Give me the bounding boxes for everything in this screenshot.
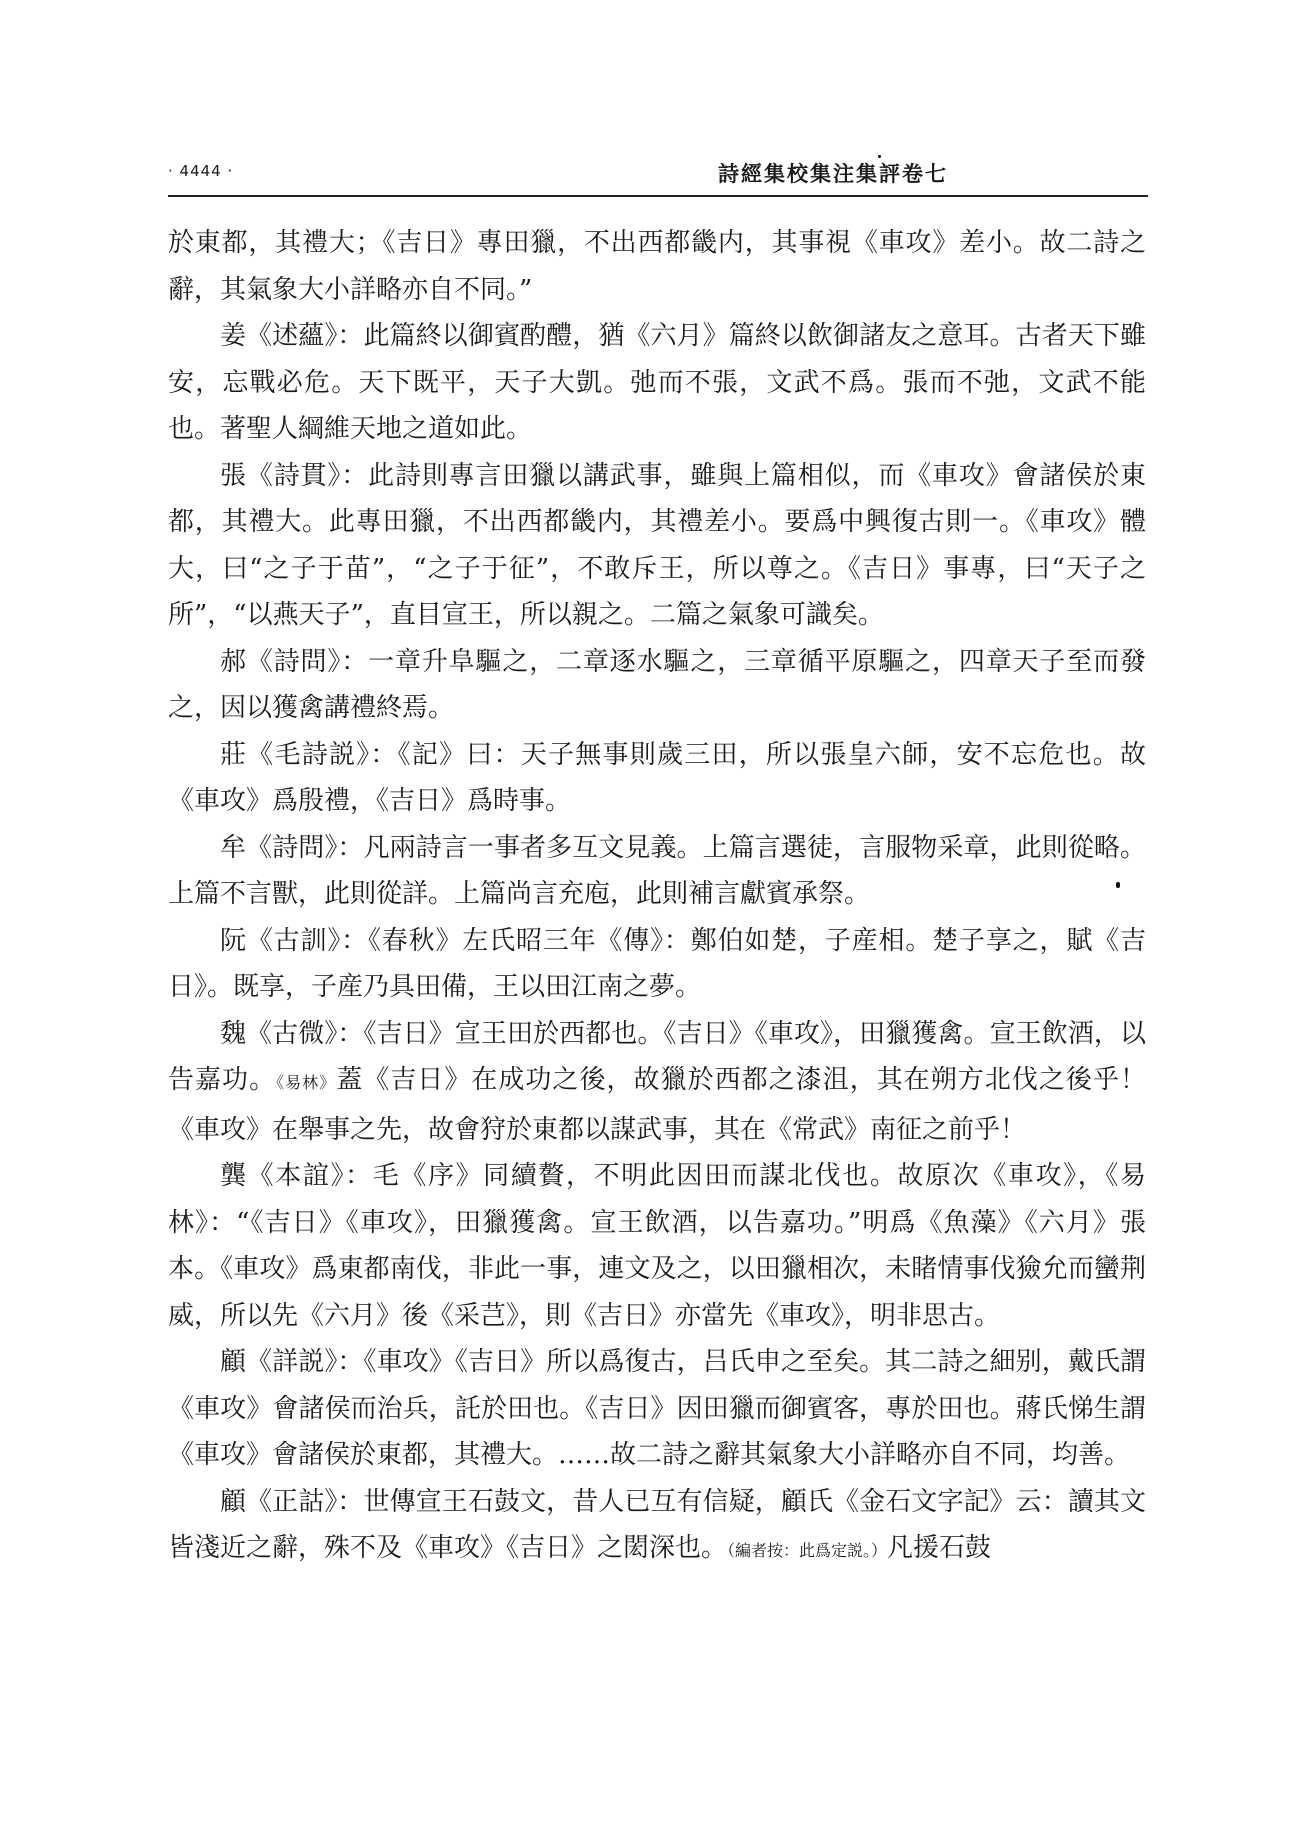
scan-speck bbox=[1116, 882, 1120, 888]
running-title: 詩經集校集注集評卷七 bbox=[718, 161, 948, 186]
scan-speck bbox=[878, 155, 881, 158]
paragraph: 郝《詩問》：一章升阜驅之，二章逐水驅之，三章循平原驅之，四章天子至而發之，因以獲禽講禮終焉。 bbox=[168, 646, 1146, 723]
paragraph: 顧《詳説》：《車攻》《吉日》所以爲復古，吕氏申之至矣。其二詩之細别，戴氏謂《車攻》會諸侯而治兵，託於田也。《吉日》因田獵而御賓客，專於田也。蔣氏悌生謂《車攻》會諸侯於東都，其禮大。……故二詩之辭其氣象大小詳略亦自不同，均善。 bbox=[168, 1347, 1146, 1470]
paragraph: 顧《正詁》：世傳宣王石鼓文，昔人已互有信疑，顧氏《金石文字記》云：讀其文皆淺近之辭，殊不及《車攻》《吉日》之閎深也。（編者按：此爲定説。）凡援石鼓 bbox=[168, 1486, 1146, 1563]
paragraph: 姜《述蘊》：此篇終以御賓酌醴，猶《六月》篇終以飲御諸友之意耳。古者天下雖安，忘戰必危。天下既平，天子大凱。弛而不張，文武不爲。張而不弛，文武不能也。著聖人綱維天地之道如此。 bbox=[168, 321, 1146, 444]
paragraph: 於東都，其禮大；《吉日》專田獵，不出西都畿内，其事視《車攻》差小。故二詩之辭，其氣象大小詳略亦自不同。” bbox=[168, 228, 1146, 305]
paragraph: 阮《古訓》：《春秋》左氏昭三年《傳》：鄭伯如楚，子産相。楚子享之，賦《吉日》。既享，子産乃具田備，王以田江南之夢。 bbox=[168, 925, 1146, 1002]
header-rule bbox=[168, 195, 1148, 197]
page-header bbox=[168, 158, 1148, 192]
body-text bbox=[168, 220, 1146, 1575]
paragraph: 牟《詩問》：凡兩詩言一事者多互文見義。上篇言選徒，言服物采章，此則從略。上篇不言獸，此則從詳。上篇尚言充庖，此則補言獻賓承祭。 bbox=[168, 832, 1146, 909]
paragraph: 莊《毛詩説》：《記》曰：天子無事則歲三田，所以張皇六師，安不忘危也。故《車攻》爲殷禮，《吉日》爲時事。 bbox=[168, 739, 1146, 816]
inline-note: （編者按：此爲定説。） bbox=[727, 1541, 888, 1560]
page-number: · 4444 · bbox=[168, 162, 234, 180]
paragraph: 張《詩貫》：此詩則專言田獵以講武事，雖與上篇相似，而《車攻》會諸侯於東都，其禮大。此專田獵，不出西都畿内，其禮差小。要爲中興復古則一。《車攻》體大，曰“之子于苗”，“之子于征”，不敢斥王，所以尊之。《吉日》事專，曰“天子之所”，“以燕天子”，直目宣王，所以親之。二篇之氣象可識矣。 bbox=[168, 460, 1146, 630]
inline-note: 《易林》 bbox=[276, 1073, 337, 1092]
paragraph: 龔《本誼》：毛《序》同續贅，不明此因田而謀北伐也。故原次《車攻》，《易林》：“《吉日》《車攻》，田獵獲禽。宣王飲酒，以告嘉功。”明爲《魚藻》《六月》張本。《車攻》爲東都南伐，非此一事，連文及之，以田獵相次，未睹情事伐獫允而蠻荆威，所以先《六月》後《采芑》，則《吉日》亦當先《車攻》，明非思古。 bbox=[168, 1161, 1146, 1331]
paragraph: 魏《古微》：《吉日》宣王田於西都也。《吉日》《車攻》，田獵獲禽。宣王飲酒，以告嘉功。《易林》蓋《吉日》在成功之後，故獵於西都之漆沮，其在朔方北伐之後乎！《車攻》在舉事之先，故會狩於東都以謀武事，其在《常武》南征之前乎！ bbox=[168, 1018, 1146, 1145]
